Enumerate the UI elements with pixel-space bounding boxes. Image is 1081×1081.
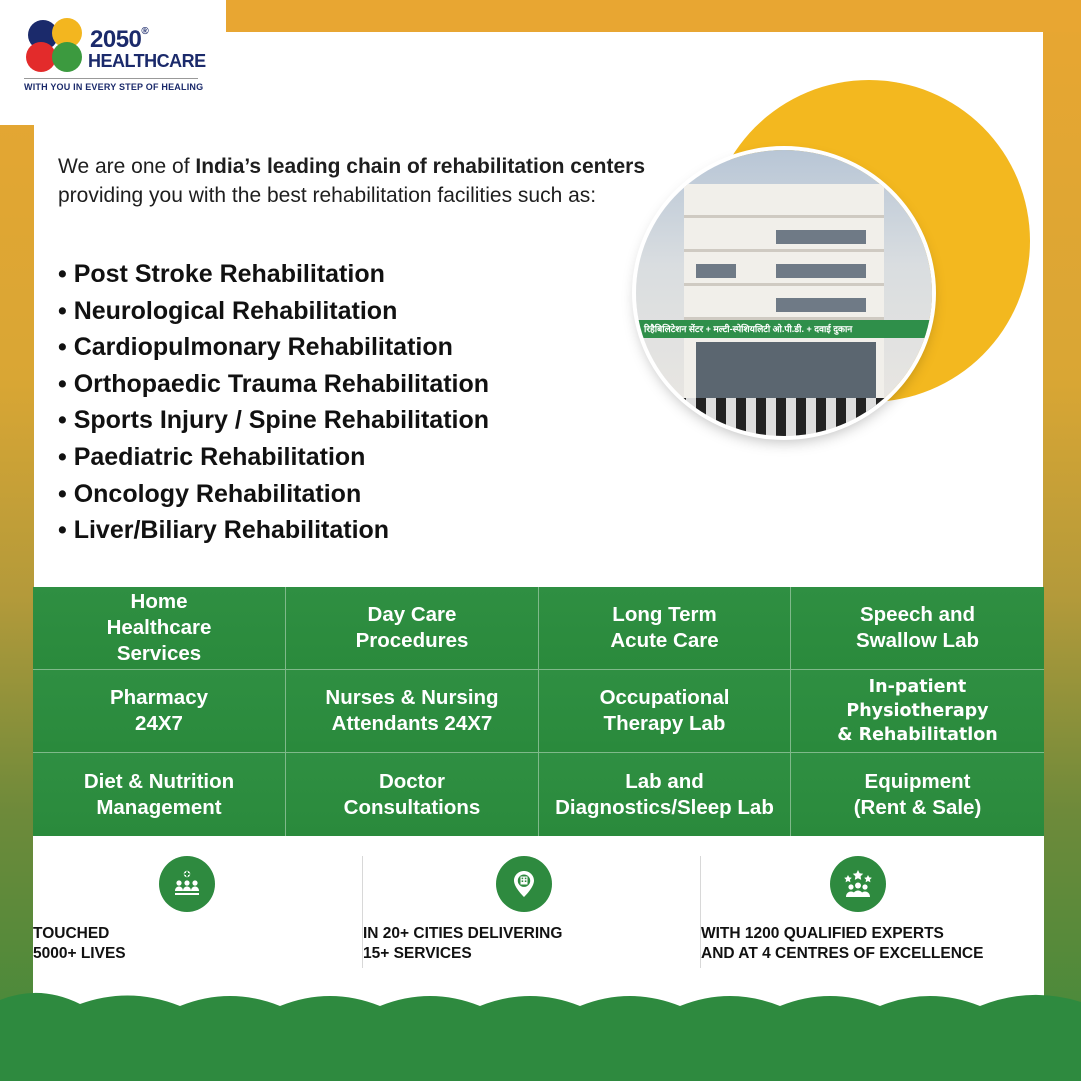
stat-text: IN 20+ CITIES DELIVERING 15+ SERVICES <box>363 925 563 962</box>
list-item: • Cardiopulmonary Rehabilitation <box>58 333 453 362</box>
list-item: • Sports Injury / Spine Rehabilitation <box>58 406 490 435</box>
list-item: • Paediatric Rehabilitation <box>58 442 366 471</box>
logo-dots-icon <box>24 18 86 78</box>
checkered-floor <box>636 398 932 436</box>
service-cell[interactable]: Long Term Acute Care <box>539 587 791 670</box>
people-care-icon <box>159 856 215 912</box>
building-photo <box>636 150 932 436</box>
service-cell[interactable]: Speech and Swallow Lab <box>791 587 1044 670</box>
top-orange-strip <box>226 0 1081 32</box>
rehabilitation-list <box>58 258 489 551</box>
building-sign: रिहैबिलिटेशन सेंटर + मल्टी-स्पेशियलिटी ओ.पी.डी. + दवाई दुकान <box>636 320 932 338</box>
service-cell[interactable]: In-patient Physiotherapy & Rehabilitatlon <box>791 670 1044 753</box>
service-cell[interactable]: Occupational Therapy Lab <box>539 670 791 753</box>
decorative-green-hills <box>0 990 1081 1081</box>
stat-text: TOUCHED 5000+ LIVES <box>33 925 126 962</box>
services-grid <box>33 587 1044 836</box>
logo-divider <box>24 78 198 79</box>
logo-number: 2050® <box>90 26 149 53</box>
brand-logo[interactable] <box>24 18 204 96</box>
star-experts-icon <box>830 856 886 912</box>
service-cell[interactable]: Day Care Procedures <box>286 587 539 670</box>
list-item: • Orthopaedic Trauma Rehabilitation <box>58 369 490 398</box>
service-cell[interactable]: Equipment (Rent & Sale) <box>791 753 1044 836</box>
service-cell[interactable]: Lab and Diagnostics/Sleep Lab <box>539 753 791 836</box>
stat-text: WITH 1200 QUALIFIED EXPERTS AND AT 4 CENTRES OF EXCELLENCE <box>701 925 984 962</box>
intro-text: We are one of India’s leading chain of rehabilitation centers providing you with the best rehabilitation facilities such as: <box>58 155 646 207</box>
location-building-icon <box>496 856 552 912</box>
logo-tagline: WITH YOU IN EVERY STEP OF HEALING <box>24 82 204 92</box>
service-cell[interactable]: Home Healthcare Services <box>33 587 286 670</box>
list-item: • Neurological Rehabilitation <box>58 296 398 325</box>
list-item: • Post Stroke Rehabilitation <box>58 260 385 288</box>
service-cell[interactable]: Diet & Nutrition Management <box>33 753 286 836</box>
list-item: • Oncology Rehabilitation <box>58 479 362 508</box>
list-item: • Liver/Biliary Rehabilitation <box>58 516 390 545</box>
service-cell[interactable]: Pharmacy 24X7 <box>33 670 286 753</box>
stats-panel <box>33 836 1044 996</box>
service-cell[interactable]: Doctor Consultations <box>286 753 539 836</box>
logo-name: HEALTHCARE <box>88 51 206 71</box>
service-cell[interactable]: Nurses & Nursing Attendants 24X7 <box>286 670 539 753</box>
